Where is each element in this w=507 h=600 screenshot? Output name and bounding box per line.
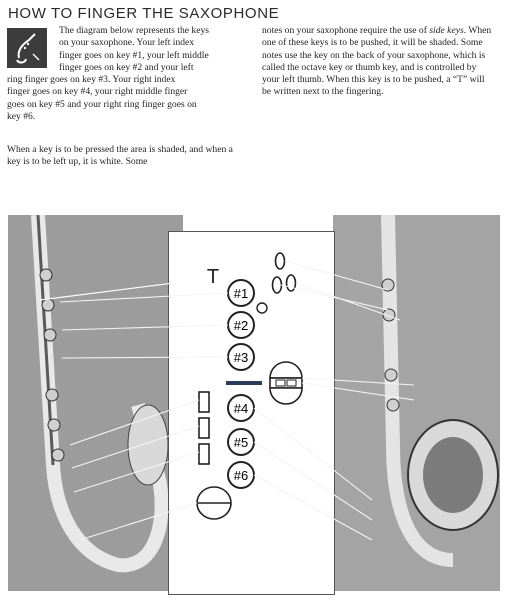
key-5 (228, 429, 254, 455)
intro-line: key #6. (7, 111, 36, 123)
key-3 (228, 344, 254, 370)
hand-divider (226, 381, 262, 385)
key-1 (228, 280, 254, 306)
intro-line: goes on key #5 and your right ring finger goes on (7, 98, 197, 110)
key-6 (228, 462, 254, 488)
key-4-label: #4 (233, 401, 249, 416)
key-4 (228, 395, 254, 421)
side-key-cluster (270, 362, 302, 404)
pinky-key-2 (199, 418, 209, 438)
intro-line: finger goes on key #1, your left middle (59, 49, 209, 61)
key-2 (228, 312, 254, 338)
thumb-key-label: T (206, 266, 220, 288)
low-pinky-key (197, 487, 231, 519)
key-1-label: #1 (233, 286, 249, 301)
pinky-key-3 (199, 444, 209, 464)
side-keys-text-before: notes on your saxophone require the use of (262, 25, 430, 36)
key-2-label: #2 (233, 318, 249, 333)
intro-line: The diagram below represents the keys (59, 25, 209, 36)
intro-line: finger goes on key #2 and your left (59, 61, 194, 73)
front-f-key (257, 303, 267, 313)
shading-paragraph: When a key is to be pressed the area is shaded, and when a key is to be left up, it is white. Some (7, 144, 233, 168)
key-6-label: #6 (233, 468, 249, 483)
key-5-label: #5 (233, 435, 249, 450)
palm-key-left (273, 277, 282, 293)
side-keys-term: side keys (429, 25, 464, 36)
intro-line: ring finger goes on key #3. Your right index (7, 74, 176, 86)
intro-line: finger goes on key #4, your right middle finger (7, 86, 188, 98)
page-title: HOW TO FINGER THE SAXOPHONE (8, 5, 280, 22)
pinky-key-1 (199, 392, 209, 412)
palm-key-top (276, 253, 285, 269)
side-keys-text-after: . When one of these keys is to be pushed, it will be shaded. Some notes use the key on the back of your saxophone, which is called the octave key or thumb key, and is controlled by your left thumb. When this key is to be pushed, a “T” will be written next to the fingering. (262, 25, 492, 98)
intro-line: on your saxophone. Your left index (59, 37, 195, 49)
key-3-label: #3 (233, 350, 249, 365)
